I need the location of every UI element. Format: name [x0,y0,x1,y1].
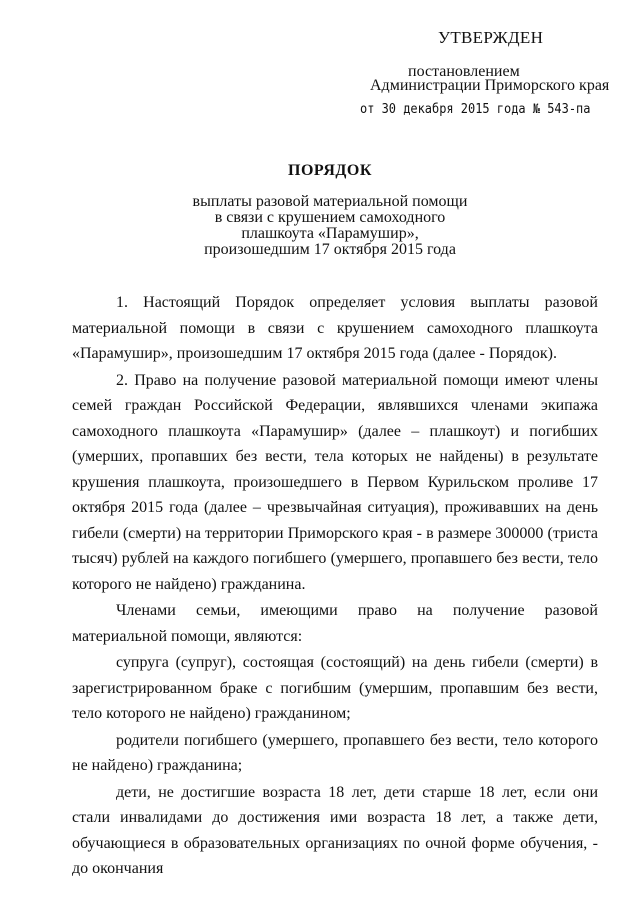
title-subtitle-line: выплаты разовой материальной помощи [192,193,468,210]
paragraph-family-members: Членами семьи, имеющими право на получение разовой материальной помощи, являются: [72,602,598,645]
title-subtitle-line: плашкоута «Парамушир», [241,225,419,242]
approval-date: от 30 декабря 2015 года № 543-па [360,102,591,117]
paragraph-parents: родители погибшего (умершего, пропавшего без вести, тело которого не найдено) гражданина; [72,731,598,774]
title-subtitle-line: произошедшим 17 октября 2015 года [204,241,456,258]
approval-heading: УТВЕРЖДЕН [438,28,544,47]
paragraph-spouse: супруга (супруг), состоящая (состоящий) на день гибели (смерти) в зарегистрированном браке с погибшим (умершим, пропавшим без вести, тело которого не найдено) гражданином; [72,654,598,722]
title-main: ПОРЯДОК [288,162,372,179]
title-subtitle-line: в связи с крушением самоходного [214,209,446,226]
document-title [150,162,510,258]
approval-line-2: Администрации Приморского края [370,77,610,94]
document-body [72,290,598,882]
paragraph-2: 2. Право на получение разовой материальной помощи имеют члены семей граждан Российской Федерации, являвшихся членами экипажа самоходного плашкоута «Парамушир» (далее – плашкоут) и погибших (умерших, пропавших без вести, тела которых не найдены) в результате крушения плашкоута, произошедшего в Первом Курильском проливе 17 октября 2015 года (далее – чрезвычайная ситуация), проживавших на день гибели (смерти) на территории Приморского края - в размере 300000 (триста тысяч) рублей на каждого погибшего (умершего, пропавшего без вести, тело которого не найдено) гражданина. [72,371,598,593]
paragraph-1: 1. Настоящий Порядок определяет условия выплаты разовой материальной помощи в связи с крушением самоходного плашкоута «Парамушир», произошедшим 17 октября 2015 года (далее - Порядок). [72,294,598,362]
paragraph-children: дети, не достигшие возраста 18 лет, дети старше 18 лет, если они стали инвалидами до достижения ими возраста 18 лет, а также дети, обучающиеся в образовательных организациях по очной форме обучения, - до окончания [72,783,598,877]
approval-line-1: постановлением [408,63,520,80]
